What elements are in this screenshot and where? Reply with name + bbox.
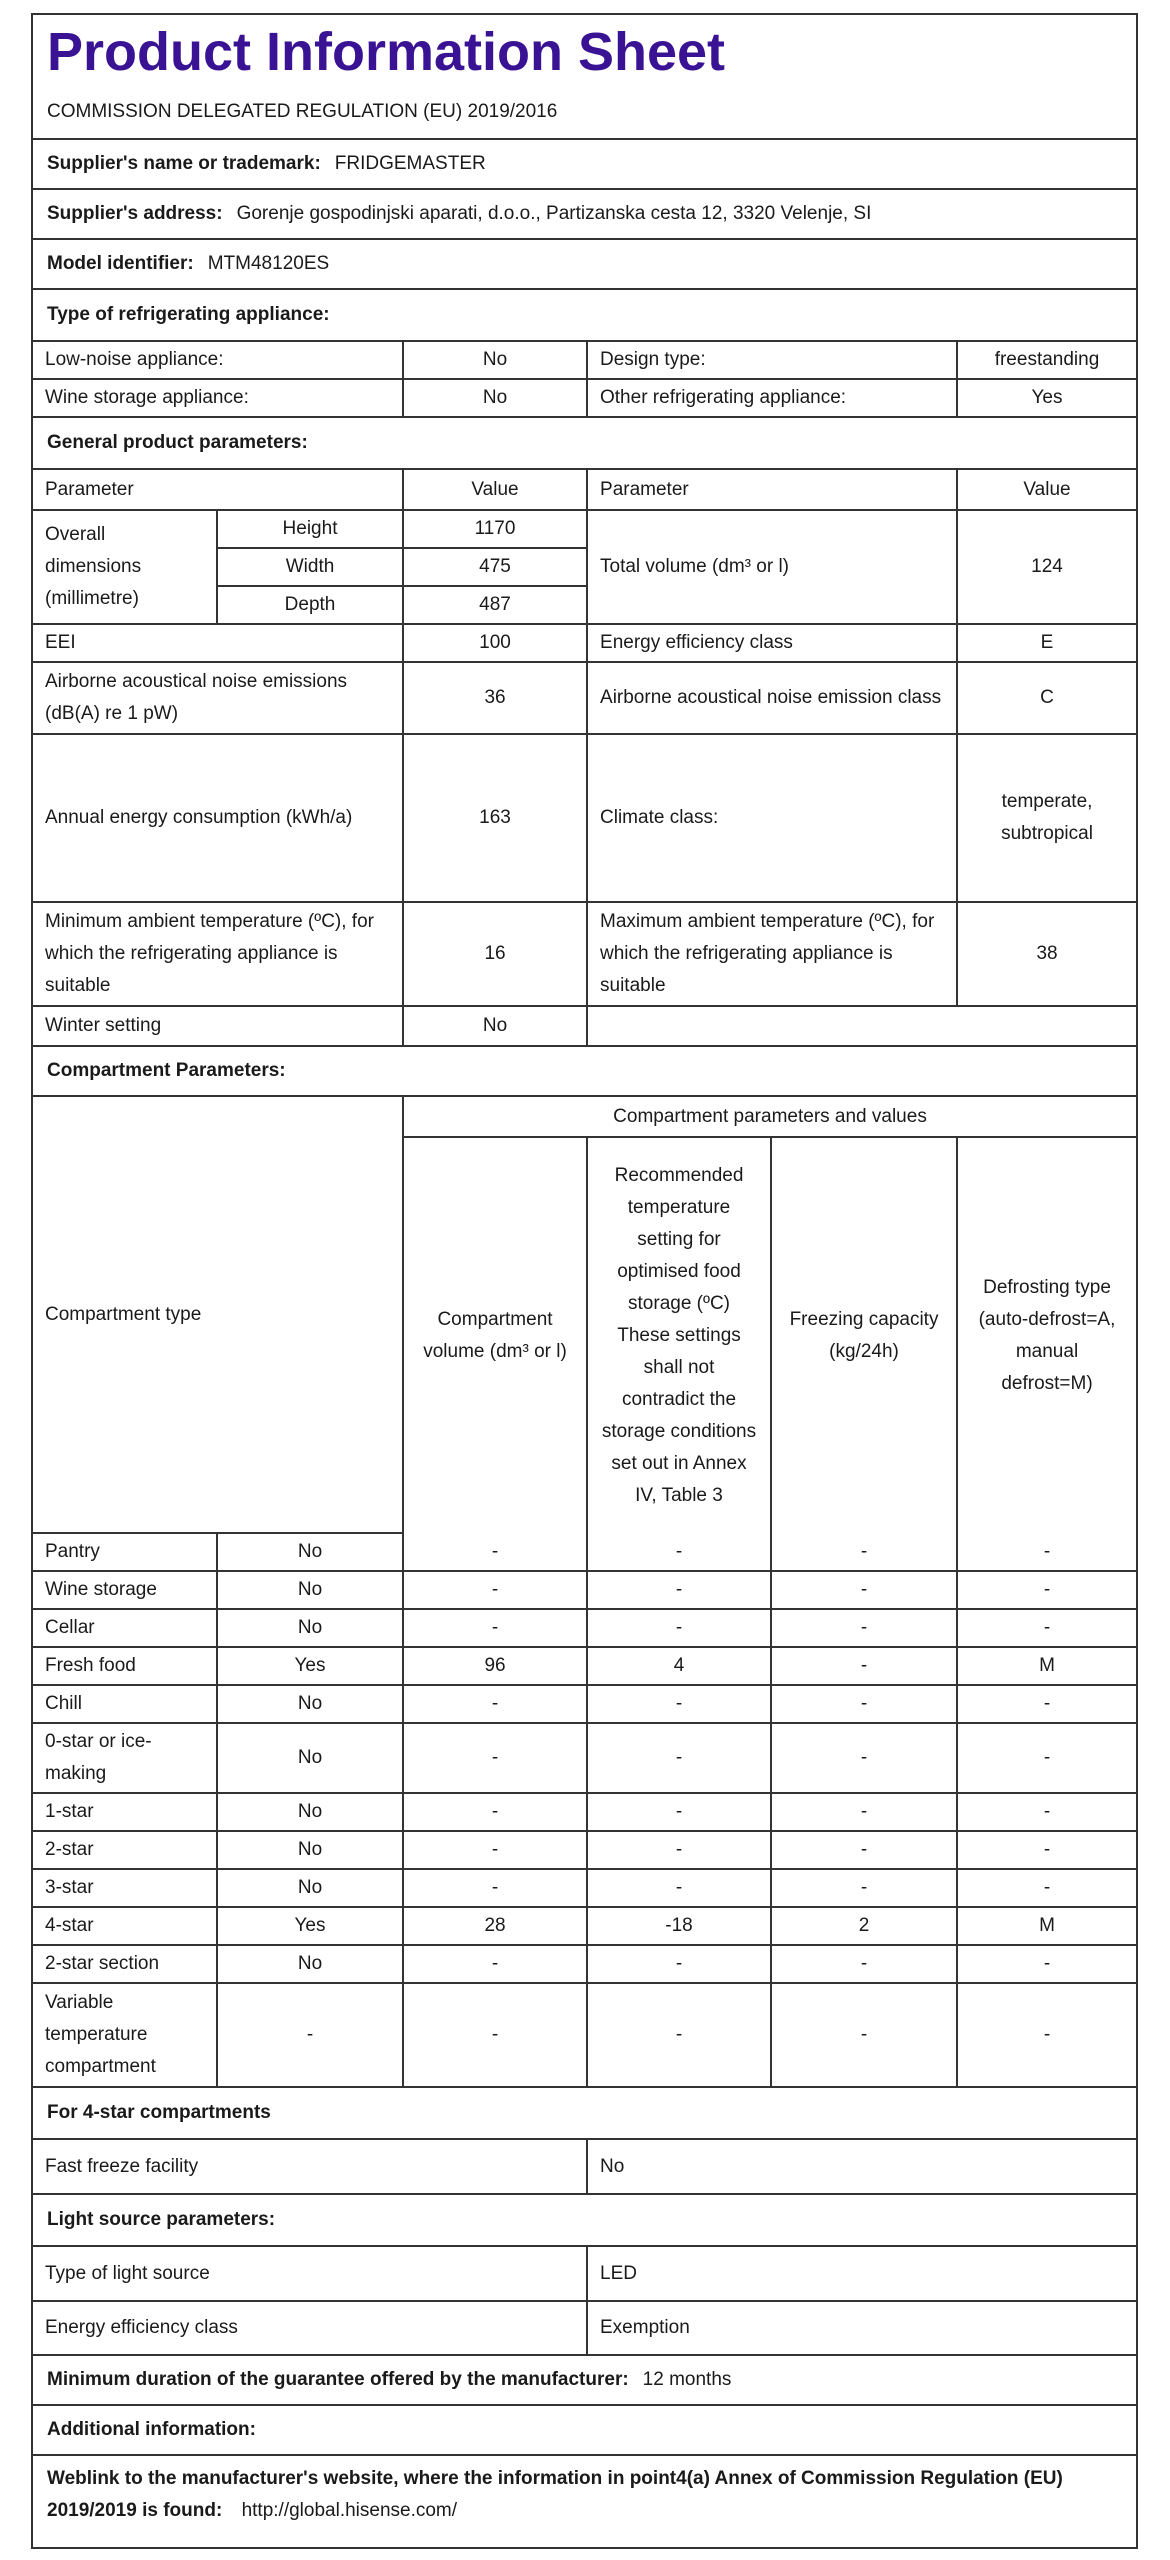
compartment-freezing: -	[771, 1793, 957, 1831]
compartment-volume: -	[403, 1685, 587, 1723]
min-temp-label: Minimum ambient temperature (ºC), for which the refrigerating appliance is suitable	[33, 902, 403, 1006]
compartment-volume: -	[403, 1723, 587, 1793]
light-class-label: Energy efficiency class	[33, 2301, 587, 2355]
col-recommended-temp: Recommended temperature setting for optimised food storage (ºC) These settings shall not contradict the storage conditions set out in Annex IV, Table 3	[587, 1137, 771, 1533]
compartment-volume: -	[403, 1609, 587, 1647]
guarantee-value: 12 months	[642, 2369, 732, 2390]
height-label: Height	[217, 510, 403, 548]
compartment-present: No	[217, 1609, 403, 1647]
noise-value: 36	[403, 662, 587, 734]
design-type-label: Design type:	[587, 342, 957, 379]
compartment-temp: -	[587, 1571, 771, 1609]
compartment-defrost: M	[957, 1647, 1136, 1685]
compartment-volume: -	[403, 1945, 587, 1983]
low-noise-label: Low-noise appliance:	[33, 342, 403, 379]
table-row	[33, 2140, 1136, 2194]
table-row	[33, 734, 1136, 902]
table-row	[33, 1006, 1136, 1046]
compartment-freezing: 2	[771, 1907, 957, 1945]
product-information-sheet	[31, 13, 1138, 2549]
supplier-name-value: FRIDGEMASTER	[334, 153, 486, 174]
compartment-present: No	[217, 1571, 403, 1609]
compartment-present: No	[217, 1869, 403, 1907]
compartment-name: 1-star	[33, 1793, 217, 1831]
light-class-value: Exemption	[587, 2301, 1136, 2355]
other-appliance-value: Yes	[957, 379, 1136, 417]
supplier-name-row	[33, 140, 1136, 190]
empty-cell	[587, 1006, 1136, 1046]
compartment-name: Pantry	[33, 1533, 217, 1571]
table-row	[33, 342, 1136, 379]
weblink-row	[33, 2456, 1136, 2534]
table-row	[33, 1907, 1136, 1945]
compartment-volume: -	[403, 1793, 587, 1831]
table-row	[33, 1723, 1136, 1793]
width-label: Width	[217, 548, 403, 586]
page-title: Product Information Sheet	[47, 22, 726, 82]
compartment-present: No	[217, 1793, 403, 1831]
compartment-present: No	[217, 1723, 403, 1793]
compartment-volume: -	[403, 1831, 587, 1869]
regulation-reference: COMMISSION DELEGATED REGULATION (EU) 2019/2016	[47, 101, 558, 122]
compartment-freezing: -	[771, 1571, 957, 1609]
table-row	[33, 1685, 1136, 1723]
compartment-defrost: M	[957, 1907, 1136, 1945]
compartment-temp: -	[587, 1793, 771, 1831]
compartment-defrost: -	[957, 1831, 1136, 1869]
other-appliance-label: Other refrigerating appliance:	[587, 379, 957, 417]
compartment-defrost: -	[957, 1609, 1136, 1647]
energy-class-label: Energy efficiency class	[587, 624, 957, 662]
supplier-name-label: Supplier's name or trademark:	[47, 153, 321, 174]
compartment-temp: -	[587, 1945, 771, 1983]
table-row	[33, 2247, 1136, 2301]
four-star-table	[33, 2140, 1136, 2195]
model-identifier-value: MTM48120ES	[207, 253, 330, 274]
guarantee-row	[33, 2356, 1136, 2406]
annual-energy-value: 163	[403, 734, 587, 902]
general-section-title: General product parameters:	[33, 418, 1136, 470]
compartment-freezing: -	[771, 1533, 957, 1571]
compartment-defrost: -	[957, 1869, 1136, 1907]
compartment-defrost: -	[957, 1793, 1136, 1831]
supplier-address-value: Gorenje gospodinjski aparati, d.o.o., Partizanska cesta 12, 3320 Velenje, SI	[236, 203, 872, 224]
compartment-defrost: -	[957, 1685, 1136, 1723]
eei-value: 100	[403, 624, 587, 662]
dimensions-label: Overall dimensions (millimetre)	[33, 510, 217, 624]
compartment-section-title: Compartment Parameters:	[33, 1047, 1136, 1097]
type-table	[33, 342, 1136, 418]
max-temp-label: Maximum ambient temperature (ºC), for which the refrigerating appliance is suitable	[587, 902, 957, 1006]
noise-label: Airborne acoustical noise emissions (dB(A) re 1 pW)	[33, 662, 403, 734]
type-section-title: Type of refrigerating appliance:	[33, 290, 1136, 342]
compartment-name: Wine storage	[33, 1571, 217, 1609]
col-defrosting-type: Defrosting type (auto-defrost=A, manual defrost=M)	[957, 1137, 1136, 1533]
light-type-label: Type of light source	[33, 2247, 587, 2301]
compartment-temp: 4	[587, 1647, 771, 1685]
energy-class-value: E	[957, 624, 1136, 662]
compartment-defrost: -	[957, 1983, 1136, 2087]
compartment-name: 2-star	[33, 1831, 217, 1869]
height-value: 1170	[403, 510, 587, 548]
manufacturer-weblink[interactable]: http://global.hisense.com/	[241, 2500, 458, 2521]
min-temp-value: 16	[403, 902, 587, 1006]
light-table	[33, 2247, 1136, 2356]
depth-label: Depth	[217, 586, 403, 624]
table-row	[33, 470, 1136, 510]
four-star-section-title: For 4-star compartments	[33, 2088, 1136, 2140]
col-parameter: Parameter	[587, 470, 957, 510]
table-row	[33, 1793, 1136, 1831]
compartment-freezing: -	[771, 1723, 957, 1793]
compartment-name: 2-star section	[33, 1945, 217, 1983]
fast-freeze-value: No	[587, 2140, 1136, 2194]
table-row	[33, 1869, 1136, 1907]
compartment-temp: -	[587, 1831, 771, 1869]
compartment-temp: -	[587, 1533, 771, 1571]
depth-value: 487	[403, 586, 587, 624]
table-row	[33, 662, 1136, 734]
compartment-name: Variable temperature compartment	[33, 1983, 217, 2087]
noise-class-label: Airborne acoustical noise emission class	[587, 662, 957, 734]
compartment-name: Fresh food	[33, 1647, 217, 1685]
col-freezing-capacity: Freezing capacity (kg/24h)	[771, 1137, 957, 1533]
table-row	[33, 1831, 1136, 1869]
compartment-volume: -	[403, 1869, 587, 1907]
compartment-freezing: -	[771, 1685, 957, 1723]
climate-class-label: Climate class:	[587, 734, 957, 902]
eei-label: EEI	[33, 624, 403, 662]
col-volume: Compartment volume (dm³ or l)	[403, 1137, 587, 1533]
compartment-freezing: -	[771, 1609, 957, 1647]
table-row	[33, 1609, 1136, 1647]
table-row	[33, 510, 1136, 548]
winter-setting-value: No	[403, 1006, 587, 1046]
sheet-header	[33, 15, 1136, 140]
table-row	[33, 1647, 1136, 1685]
light-type-value: LED	[587, 2247, 1136, 2301]
low-noise-value: No	[403, 342, 587, 379]
compartment-name: Cellar	[33, 1609, 217, 1647]
col-compartment-type: Compartment type	[33, 1097, 403, 1533]
compartment-table	[33, 1097, 1136, 2088]
compartment-temp: -18	[587, 1907, 771, 1945]
table-row	[33, 1571, 1136, 1609]
climate-class-value: temperate, subtropical	[957, 734, 1136, 902]
table-row	[33, 1097, 1136, 1137]
noise-class-value: C	[957, 662, 1136, 734]
compartment-volume: 28	[403, 1907, 587, 1945]
compartment-temp: -	[587, 1983, 771, 2087]
compartment-freezing: -	[771, 1869, 957, 1907]
table-row	[33, 902, 1136, 1006]
fast-freeze-label: Fast freeze facility	[33, 2140, 587, 2194]
compartment-name: 0-star or ice-making	[33, 1723, 217, 1793]
total-volume-value: 124	[957, 510, 1136, 624]
weblink-label: Weblink to the manufacturer's website, where the information in point4(a) Annex of Commission Regulation (EU) 2019/2019 is found:	[47, 2468, 1063, 2521]
winter-setting-label: Winter setting	[33, 1006, 403, 1046]
col-parameter: Parameter	[33, 470, 403, 510]
col-value: Value	[403, 470, 587, 510]
compartment-temp: -	[587, 1723, 771, 1793]
compartment-present: No	[217, 1945, 403, 1983]
col-value: Value	[957, 470, 1136, 510]
guarantee-label: Minimum duration of the guarantee offered by the manufacturer:	[47, 2369, 629, 2390]
wine-storage-label: Wine storage appliance:	[33, 379, 403, 417]
wine-storage-value: No	[403, 379, 587, 417]
table-row	[33, 624, 1136, 662]
compartment-temp: -	[587, 1609, 771, 1647]
table-row	[33, 1983, 1136, 2087]
table-row	[33, 2301, 1136, 2355]
compartment-freezing: -	[771, 1647, 957, 1685]
model-identifier-label: Model identifier:	[47, 253, 194, 274]
compartment-present: No	[217, 1533, 403, 1571]
table-row	[33, 1533, 1136, 1571]
compartment-name: 3-star	[33, 1869, 217, 1907]
compartment-name: Chill	[33, 1685, 217, 1723]
compartment-volume: -	[403, 1533, 587, 1571]
compartment-temp: -	[587, 1869, 771, 1907]
additional-info-title: Additional information:	[33, 2406, 1136, 2456]
compartment-temp: -	[587, 1685, 771, 1723]
compartment-defrost: -	[957, 1945, 1136, 1983]
model-identifier-row	[33, 240, 1136, 290]
compartment-present: No	[217, 1831, 403, 1869]
compartment-present: Yes	[217, 1907, 403, 1945]
compartment-present: No	[217, 1685, 403, 1723]
compartment-name: 4-star	[33, 1907, 217, 1945]
annual-energy-label: Annual energy consumption (kWh/a)	[33, 734, 403, 902]
supplier-address-label: Supplier's address:	[47, 203, 223, 224]
compartment-group-header: Compartment parameters and values	[403, 1097, 1136, 1137]
compartment-defrost: -	[957, 1533, 1136, 1571]
compartment-defrost: -	[957, 1571, 1136, 1609]
supplier-address-row	[33, 190, 1136, 240]
compartment-freezing: -	[771, 1945, 957, 1983]
width-value: 475	[403, 548, 587, 586]
compartment-volume: 96	[403, 1647, 587, 1685]
compartment-volume: -	[403, 1571, 587, 1609]
table-row	[33, 1945, 1136, 1983]
compartment-present: Yes	[217, 1647, 403, 1685]
max-temp-value: 38	[957, 902, 1136, 1006]
table-row	[33, 379, 1136, 417]
compartment-present: -	[217, 1983, 403, 2087]
compartment-defrost: -	[957, 1723, 1136, 1793]
design-type-value: freestanding	[957, 342, 1136, 379]
light-section-title: Light source parameters:	[33, 2195, 1136, 2247]
total-volume-label: Total volume (dm³ or l)	[587, 510, 957, 624]
general-parameters-table	[33, 470, 1136, 1047]
compartment-volume: -	[403, 1983, 587, 2087]
compartment-freezing: -	[771, 1983, 957, 2087]
compartment-freezing: -	[771, 1831, 957, 1869]
